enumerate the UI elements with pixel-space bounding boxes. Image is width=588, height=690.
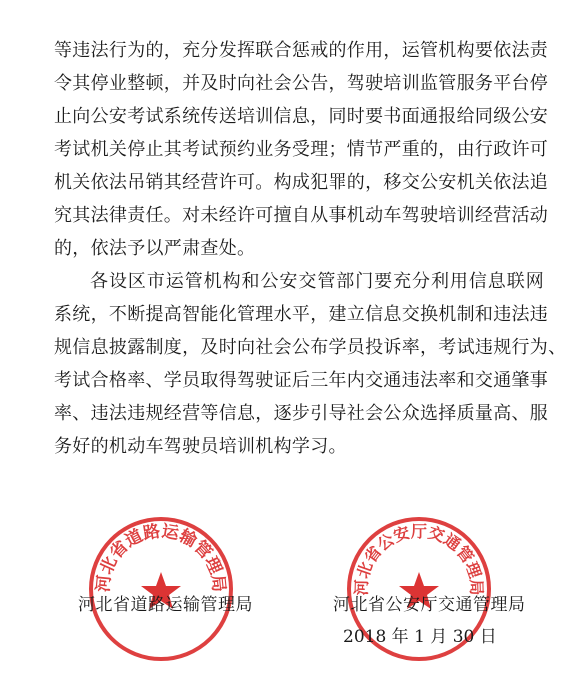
text-line: 考试机关停止其考试预约业务受理；情节严重的，由行政许可 [54,139,549,160]
text-line: 的，依法予以严肃查处。 [54,238,256,259]
text-line: 等违法行为的，充分发挥联合惩戒的作用，运管机构要依法责 [54,40,549,61]
right-signature-org: 河北省公安厅交通管理局 [333,595,526,615]
text-line: 务好的机动车驾驶员培训机构学习。 [54,436,347,457]
signature-date: 2018 年 1 月 30 日 [343,627,497,647]
left-seal-text: 河北省道路运输管理局 [93,521,229,593]
text-line: 率、违法违规经营等信息，逐步引导社会公众选择质量高、服 [54,403,549,424]
left-official-seal [86,514,236,664]
right-seal-text: 河北省公安厅交通管理局 [351,522,487,596]
text-line: 究其法律责任。对未经许可擅自从事机动车驾驶培训经营活动 [54,205,549,226]
text-line: 令其停业整顿，并及时向社会公告，驾驶培训监管服务平台停 [54,73,549,94]
left-signature-org: 河北省道路运输管理局 [78,595,253,615]
text-line: 机关依法吊销其经营许可。构成犯罪的，移交公安机关依法追 [54,172,549,193]
text-line: 系统，不断提高智能化管理水平，建立信息交换机制和违法违 [54,304,549,325]
text-line: 规信息披露制度，及时向社会公布学员投诉率，考试违规行为、 [54,337,567,358]
text-line: 考试合格率、学员取得驾驶证后三年内交通违法率和交通肇事 [54,370,549,391]
text-line: 各设区市运管机构和公安交管部门要充分利用信息联网 [90,271,544,292]
text-line: 止向公安考试系统传送培训信息，同时要书面通报给同级公安 [54,106,549,127]
body-text [54,34,567,463]
